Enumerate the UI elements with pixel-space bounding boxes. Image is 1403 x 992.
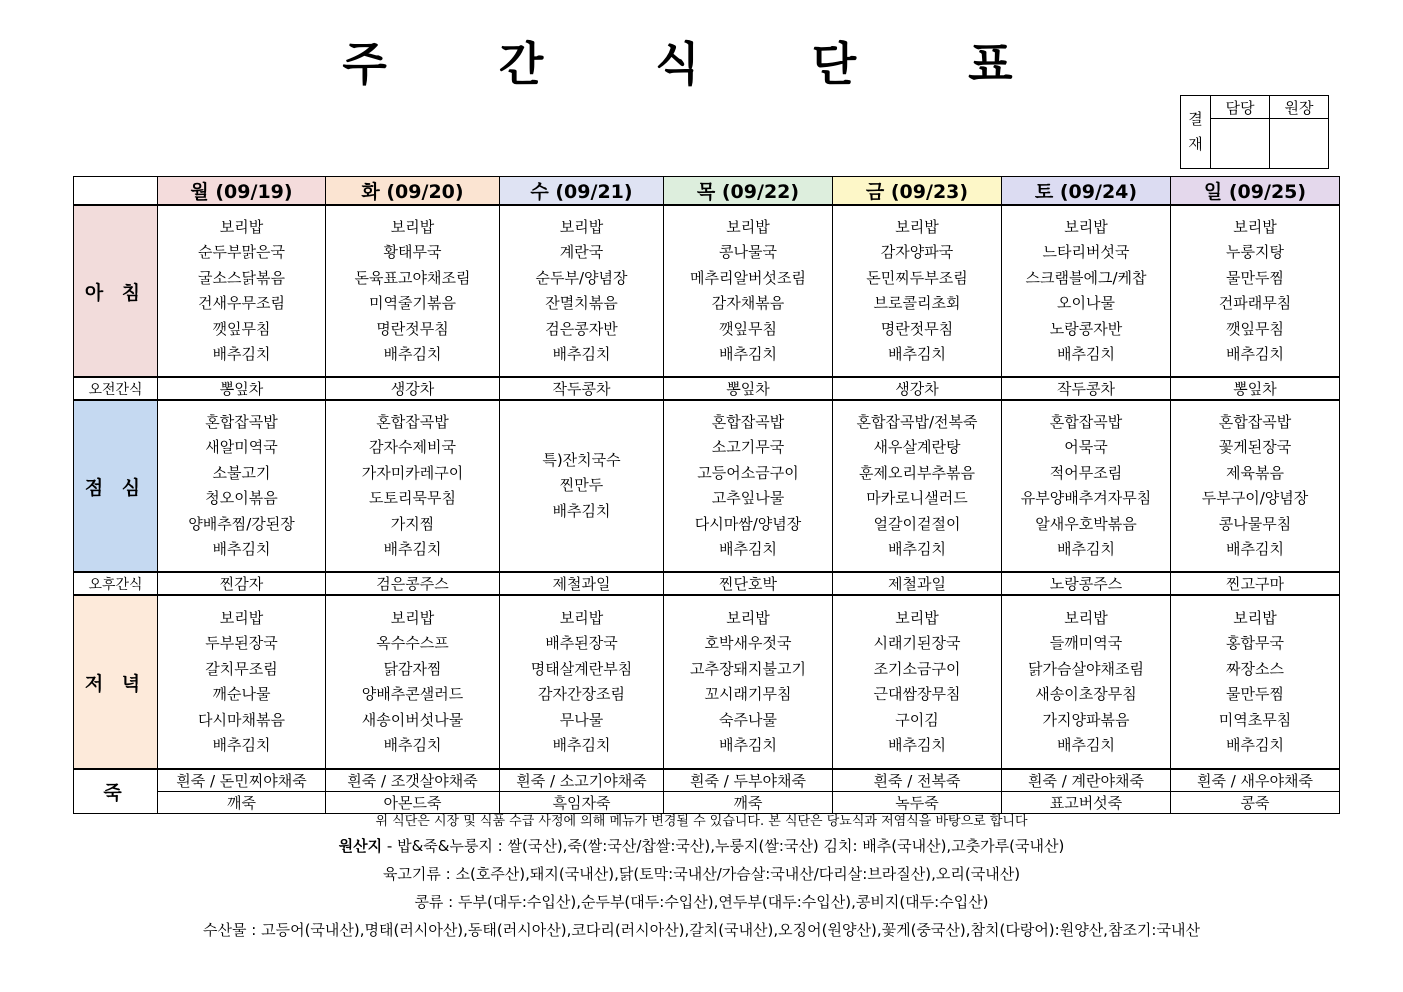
menu-item: 청오이볶음: [205, 489, 278, 507]
menu-item: 깻잎무침: [212, 319, 271, 338]
menu-item: 꼬시래기무침: [704, 685, 792, 703]
dinner-cell: [1002, 595, 1171, 769]
menu-item: 얼갈이겉절이: [873, 514, 961, 533]
menu-item: 배추김치: [888, 736, 946, 754]
menu-item: 명태살계란부침: [530, 659, 633, 678]
menu-item: 보리밥: [219, 217, 264, 236]
page-title: 주 간 식 단 표: [342, 37, 1061, 91]
menu-item: 느타리버섯국: [1042, 243, 1130, 261]
menu-item: 보리밥: [559, 608, 604, 627]
am_snack-item: 작두콩차: [1002, 377, 1171, 400]
porridge-item: 콩죽: [1171, 792, 1340, 814]
menu-item: 두부된장국: [205, 634, 278, 652]
porridge-item: 녹두죽: [833, 792, 1002, 814]
menu-item: 다시마채볶음: [198, 710, 285, 729]
am_snack-label: 오전간식: [74, 377, 158, 400]
menu-item: 유부양배추겨자무침: [1020, 489, 1152, 507]
menu-item: 굴소스닭볶음: [198, 268, 285, 287]
menu-item: 보리밥: [1064, 608, 1108, 627]
menu-item: 배추김치: [719, 540, 777, 558]
menu-item: 갈치무조림: [205, 659, 278, 678]
origin-beans: 콩류 : 두부(대두:수입산),순두부(대두:수입산),연두부(대두:수입산),콩비지(대두:수입산): [414, 893, 989, 911]
pm_snack-item: 제철과일: [500, 572, 664, 595]
menu-item: 배추김치: [1057, 736, 1115, 754]
menu-item: 혼합잡곡밥: [205, 412, 278, 431]
menu-item: 배추김치: [719, 345, 777, 363]
menu-item: 물만두찜: [1226, 268, 1284, 287]
day-header-row: [74, 177, 1340, 206]
porridge-item: 표고버섯죽: [1002, 792, 1171, 814]
menu-item: 보리밥: [559, 217, 604, 236]
menu-item: 닭가슴살야채조림: [1028, 659, 1144, 678]
menu-item: 배추김치: [888, 540, 946, 558]
menu-item: 보리밥: [219, 608, 264, 627]
menu-item: 소고기무국: [711, 438, 785, 456]
menu-item: 감자수제비국: [369, 438, 456, 456]
menu-item: 배추김치: [552, 345, 611, 363]
pm_snack-item: 제철과일: [833, 572, 1002, 595]
menu-item: 새송이버섯나물: [361, 710, 464, 729]
menu-item: 콩나물국: [719, 243, 777, 261]
lunch-cell: [664, 400, 833, 572]
lunch-cell: [326, 400, 500, 572]
breakfast-row: [74, 205, 1340, 377]
porridge-item: 흰죽 / 계란야채죽: [1002, 769, 1171, 792]
menu-item: 홍합무국: [1226, 634, 1284, 652]
menu-item: 혼합잡곡밥: [376, 412, 449, 431]
day-header: 화 (09/20): [326, 177, 500, 206]
menu-item: 배추김치: [1057, 345, 1115, 363]
porridge-item: 흰죽 / 조갯살야채죽: [326, 769, 500, 792]
porridge-item: 아몬드죽: [326, 792, 500, 814]
origin-meat: 육고기류 : 소(호주산),돼지(국내산),닭(토막:국내산/가슴살:국내산/다리살:브라질산),오리(국내산): [382, 865, 1021, 883]
menu-item: 건새우무조림: [198, 294, 285, 312]
am_snack-item: 뽕잎차: [158, 377, 326, 400]
menu-item: 배추김치: [212, 345, 271, 363]
menu-item: 돈육표고야채조림: [354, 268, 471, 287]
lunch-cell: [158, 400, 326, 572]
menu-item: 고추장돼지불고기: [690, 659, 806, 678]
menu-item: 감자채볶음: [711, 294, 785, 312]
pm_snack-item: 검은콩주스: [326, 572, 500, 595]
breakfast-cell: [1171, 205, 1340, 377]
menu-item: 명란젓무침: [880, 319, 954, 338]
menu-item: 콩나물무침: [1218, 514, 1292, 533]
origin-rice-text: - 밥&죽&누룽지 : 쌀(국산),죽(쌀:국산/찹쌀:국산),누룽지(쌀:국산) 김치: 배추(국내산),고춧가루(국내산): [382, 837, 1065, 855]
breakfast-cell: [500, 205, 664, 377]
lunch-row: [74, 400, 1340, 572]
menu-item: 들깨미역국: [1049, 634, 1123, 652]
menu-item: 감자간장조림: [538, 685, 625, 703]
menu-item: 어묵국: [1064, 438, 1108, 456]
porridge-row-1: [74, 769, 1340, 792]
menu-item: 고등어소금구이: [697, 463, 799, 482]
menu-item: 깻잎무침: [719, 319, 777, 338]
day-header: 목 (09/22): [664, 177, 833, 206]
menu-item: 메추리알버섯조림: [690, 268, 806, 287]
menu-item: 명란젓무침: [376, 319, 449, 338]
day-header: 일 (09/25): [1171, 177, 1340, 206]
menu-item: 도토리묵무침: [369, 489, 456, 507]
menu-item: 스크램블에그/케찹: [1025, 268, 1147, 287]
menu-item: 배추김치: [1057, 540, 1115, 558]
menu-item: 노랑콩자반: [1049, 319, 1123, 338]
menu-item: 미역초무침: [1218, 710, 1292, 729]
menu-item: 양배추콘샐러드: [361, 685, 464, 703]
porridge-item: 흰죽 / 두부야채죽: [664, 769, 833, 792]
am_snack-item: 생강차: [326, 377, 500, 400]
menu-item: 다시마쌈/양념장: [694, 514, 802, 533]
dinner-cell: [500, 595, 664, 769]
menu-item: 보리밥: [726, 608, 770, 627]
am_snack-item: 작두콩차: [500, 377, 664, 400]
menu-item: 보리밥: [1233, 608, 1277, 627]
menu-item: 숙주나물: [719, 710, 777, 729]
menu-item: 미역줄기볶음: [369, 294, 456, 312]
origin-rice: [0, 832, 1403, 860]
approval-box: [1180, 95, 1329, 169]
approval-col-director: 원장: [1270, 96, 1329, 119]
dinner-cell: [326, 595, 500, 769]
day-header: 월 (09/19): [158, 177, 326, 206]
pm_snack-row: [74, 572, 1340, 595]
weekly-menu-table: [73, 176, 1340, 814]
menu-item: 배추김치: [719, 736, 777, 754]
porridge-item: 흑임자죽: [500, 792, 664, 814]
menu-item: 배추김치: [212, 736, 271, 754]
approval-col-staff: 담당: [1211, 96, 1270, 119]
menu-item: 보리밥: [1233, 217, 1277, 236]
menu-item: 고추잎나물: [711, 489, 785, 507]
breakfast-cell: [158, 205, 326, 377]
menu-item: 닭감자찜: [383, 659, 442, 678]
dinner-cell: [1171, 595, 1340, 769]
menu-item: 물만두찜: [1226, 685, 1284, 703]
menu-item: 배추김치: [383, 736, 442, 754]
porridge-item: 흰죽 / 전복죽: [833, 769, 1002, 792]
pm_snack-label: 오후간식: [74, 572, 158, 595]
menu-item: 깨순나물: [212, 685, 271, 703]
menu-item: 찐만두: [559, 476, 604, 495]
menu-item: 훈제오리부추볶음: [859, 463, 975, 482]
porridge-item: 깨죽: [158, 792, 326, 814]
menu-item: 새알미역국: [205, 438, 278, 456]
menu-item: 배추김치: [1226, 736, 1284, 754]
menu-item: 배추된장국: [545, 634, 618, 652]
day-header: 수 (09/21): [500, 177, 664, 206]
menu-item: 배추김치: [212, 540, 271, 558]
notice-text: 위 식단은 시장 및 식품 수급 사정에 의해 메뉴가 변경될 수 있습니다. 본 식단은 당뇨식과 저염식을 바탕으로 합니다: [375, 814, 1028, 829]
menu-item: 시래기된장국: [873, 634, 961, 652]
dinner-cell: [833, 595, 1002, 769]
menu-item: 제육볶음: [1226, 463, 1284, 482]
porridge-item: 깨죽: [664, 792, 833, 814]
origin-label: 원산지: [338, 837, 383, 855]
day-header: 금 (09/23): [833, 177, 1002, 206]
approval-sign-director[interactable]: [1270, 119, 1329, 169]
menu-item: 돈민찌두부조림: [866, 268, 968, 287]
menu-item: 무나물: [559, 710, 604, 729]
menu-item: 순두부맑은국: [198, 243, 285, 261]
menu-item: 구이김: [895, 710, 939, 729]
porridge-item: 흰죽 / 새우야채죽: [1171, 769, 1340, 792]
menu-item: 혼합잡곡밥: [1049, 412, 1123, 431]
menu-item: 새우살계란탕: [873, 438, 961, 456]
menu-item: 보리밥: [1064, 217, 1108, 236]
lunch-cell: [500, 400, 664, 572]
menu-item: 보리밥: [895, 217, 939, 236]
breakfast-cell: [326, 205, 500, 377]
menu-item: 배추김치: [383, 540, 442, 558]
menu-item: 배추김치: [1226, 345, 1284, 363]
menu-item: 깻잎무침: [1226, 319, 1284, 338]
menu-item: 적어무조림: [1049, 463, 1123, 482]
menu-item: 보리밥: [390, 217, 435, 236]
menu-item: 배추김치: [888, 345, 946, 363]
am_snack-item: 뽕잎차: [1171, 377, 1340, 400]
pm_snack-item: 찐고구마: [1171, 572, 1340, 595]
lunch-label: 점 심: [74, 400, 158, 572]
menu-item: 브로콜리초회: [873, 294, 961, 312]
day-header: 토 (09/24): [1002, 177, 1171, 206]
approval-label: 결 재: [1181, 96, 1211, 169]
menu-item: 특)잔치국수: [542, 450, 621, 469]
menu-item: 누룽지탕: [1226, 243, 1284, 261]
breakfast-label: 아 침: [74, 205, 158, 377]
menu-item: 옥수수스프: [376, 634, 449, 652]
menu-item: 계란국: [559, 243, 604, 261]
am_snack-row: [74, 377, 1340, 400]
menu-item: 알새우호박볶음: [1035, 514, 1137, 533]
menu-item: 보리밥: [390, 608, 435, 627]
menu-item: 소불고기: [212, 463, 271, 482]
menu-item: 검은콩자반: [545, 319, 618, 338]
menu-item: 감자양파국: [880, 243, 954, 261]
dinner-label: 저 녁: [74, 595, 158, 769]
pm_snack-item: 찐감자: [158, 572, 326, 595]
menu-item: 마카로니샐러드: [866, 489, 968, 507]
menu-item: 배추김치: [1226, 540, 1284, 558]
menu-item: 가자미카레구이: [361, 463, 464, 482]
porridge-item: 흰죽 / 소고기야채죽: [500, 769, 664, 792]
porridge-row-2: [74, 792, 1340, 814]
menu-item: 황태무국: [383, 243, 442, 261]
menu-item: 새송이초장무침: [1035, 685, 1137, 703]
menu-item: 짜장소스: [1226, 659, 1284, 678]
menu-item: 꽃게된장국: [1218, 438, 1292, 456]
menu-item: 혼합잡곡밥: [711, 412, 785, 431]
breakfast-cell: [664, 205, 833, 377]
dinner-row: [74, 595, 1340, 769]
menu-item: 가지찜: [390, 514, 435, 533]
lunch-cell: [1002, 400, 1171, 572]
menu-item: 조기소금구이: [873, 659, 961, 678]
menu-item: 배추김치: [552, 501, 611, 520]
dinner-cell: [158, 595, 326, 769]
menu-item: 근대쌈장무침: [873, 685, 961, 703]
menu-item: 순두부/양념장: [535, 268, 628, 287]
breakfast-cell: [1002, 205, 1171, 377]
notes: [0, 812, 1403, 944]
pm_snack-item: 찐단호박: [664, 572, 833, 595]
porridge-label: 죽: [74, 769, 158, 814]
menu-item: 혼합잡곡밥/전복죽: [856, 412, 978, 431]
menu-item: 건파래무침: [1218, 294, 1292, 312]
menu-item: 보리밥: [726, 217, 770, 236]
corner-cell: [74, 177, 158, 206]
menu-item: 혼합잡곡밥: [1218, 412, 1292, 431]
menu-item: 호박새우젓국: [704, 634, 792, 652]
am_snack-item: 뽕잎차: [664, 377, 833, 400]
menu-item: 잔멸치볶음: [545, 294, 618, 312]
am_snack-item: 생강차: [833, 377, 1002, 400]
menu-item: 배추김치: [552, 736, 611, 754]
menu-item: 두부구이/양념장: [1201, 489, 1309, 507]
origin-seafood: 수산물 : 고등어(국내산),명태(러시아산),동태(러시아산),코다리(러시아산),갈치(국내산),오징어(원양산),꽃게(중국산),참치(다랑어):원양산,참조기:국내산: [203, 921, 1200, 939]
menu-item: 보리밥: [895, 608, 939, 627]
lunch-cell: [833, 400, 1002, 572]
approval-sign-staff[interactable]: [1211, 119, 1270, 169]
menu-item: 오이나물: [1057, 294, 1115, 312]
dinner-cell: [664, 595, 833, 769]
breakfast-cell: [833, 205, 1002, 377]
pm_snack-item: 노랑콩주스: [1002, 572, 1171, 595]
lunch-cell: [1171, 400, 1340, 572]
menu-item: 배추김치: [383, 345, 442, 363]
menu-item: 가지양파볶음: [1042, 710, 1130, 729]
porridge-item: 흰죽 / 돈민찌야채죽: [158, 769, 326, 792]
menu-item: 양배추찜/강된장: [188, 514, 295, 533]
